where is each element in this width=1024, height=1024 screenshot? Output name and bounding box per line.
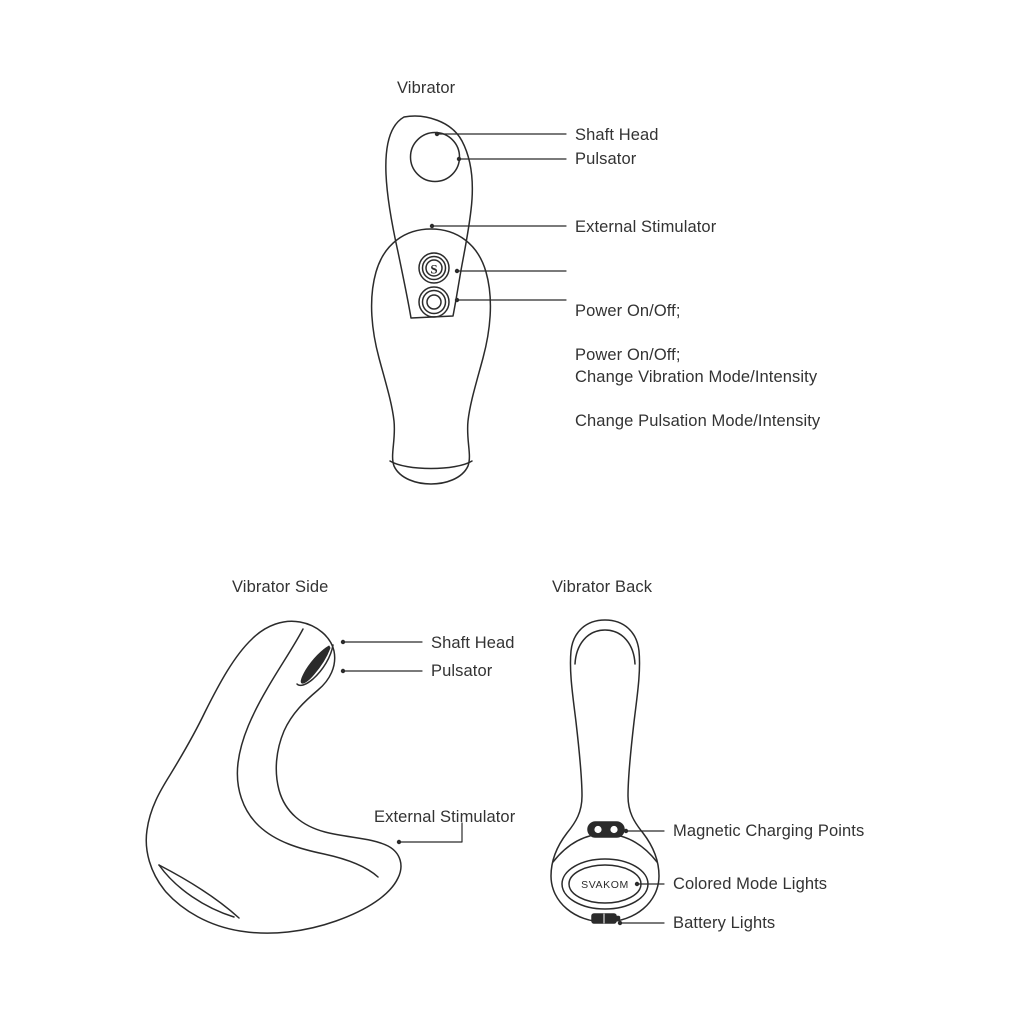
callout-label-battery-lights: Battery Lights bbox=[673, 914, 776, 932]
pulsation-button-ring-mid bbox=[423, 291, 446, 314]
back-body-outline bbox=[551, 620, 659, 922]
back-top-inner-line bbox=[575, 630, 635, 664]
callout-label-vibration-button-line1: Power On/Off; bbox=[575, 302, 681, 320]
callout-label-external-stimulator-side: External Stimulator bbox=[374, 808, 516, 826]
figure-title-vibrator-side: Vibrator Side bbox=[232, 578, 329, 596]
callout-label-external-stimulator-front: External Stimulator bbox=[575, 218, 717, 236]
base-seam-line bbox=[390, 461, 472, 469]
callout-label-pulsation-button-line2: Change Pulsation Mode/Intensity bbox=[575, 412, 821, 430]
dot-side-shaft-head bbox=[341, 640, 345, 644]
callout-label-pulsation-button-line1: Power On/Off; bbox=[575, 346, 681, 364]
dot-side-external-stimulator bbox=[397, 840, 401, 844]
callout-label-shaft-head-front: Shaft Head bbox=[575, 126, 659, 144]
dot-side-pulsator bbox=[341, 669, 345, 673]
callout-label-pulsation-button bbox=[575, 300, 820, 476]
dot-pulsator bbox=[457, 157, 461, 161]
dot-external-stimulator bbox=[430, 224, 434, 228]
vibration-button-glyph: S bbox=[430, 261, 438, 277]
side-base-seam bbox=[159, 865, 234, 917]
side-base-seam-2 bbox=[159, 865, 239, 918]
callout-label-pulsator-front: Pulsator bbox=[575, 150, 637, 168]
figure-vibrator-front bbox=[372, 116, 566, 484]
pulsation-button-ring-outer[interactable] bbox=[419, 287, 449, 317]
dot-shaft-head bbox=[435, 132, 439, 136]
pulsator-opening bbox=[411, 133, 460, 182]
callout-label-shaft-head-side: Shaft Head bbox=[431, 634, 515, 652]
callout-label-magnetic-charging-points: Magnetic Charging Points bbox=[673, 822, 865, 840]
battery-lights-cap bbox=[616, 917, 620, 921]
side-inner-contour bbox=[237, 629, 378, 877]
callout-label-colored-mode-lights: Colored Mode Lights bbox=[673, 875, 828, 893]
dot-vibration-button bbox=[455, 269, 459, 273]
dot-battery-lights bbox=[618, 921, 622, 925]
dot-magnetic-charging bbox=[624, 829, 628, 833]
callout-leaders-front bbox=[432, 134, 566, 300]
figure-vibrator-side bbox=[146, 621, 462, 933]
dot-pulsation-button bbox=[455, 298, 459, 302]
callout-label-vibration-button-line2: Change Vibration Mode/Intensity bbox=[575, 368, 818, 386]
back-cap-curve bbox=[553, 834, 657, 862]
brand-wordmark: SVAKOM bbox=[581, 879, 629, 891]
figure-title-vibrator-front: Vibrator bbox=[397, 79, 456, 97]
callout-label-pulsator-side: Pulsator bbox=[431, 662, 493, 680]
figure-title-vibrator-back: Vibrator Back bbox=[552, 578, 653, 596]
side-body-outline bbox=[146, 621, 401, 933]
pulsation-button-ring-inner bbox=[427, 295, 441, 309]
magnetic-charging-contact bbox=[588, 822, 624, 837]
charging-pad-right bbox=[610, 826, 617, 833]
charging-pad-left bbox=[594, 826, 601, 833]
dot-colored-mode-lights bbox=[635, 882, 639, 886]
